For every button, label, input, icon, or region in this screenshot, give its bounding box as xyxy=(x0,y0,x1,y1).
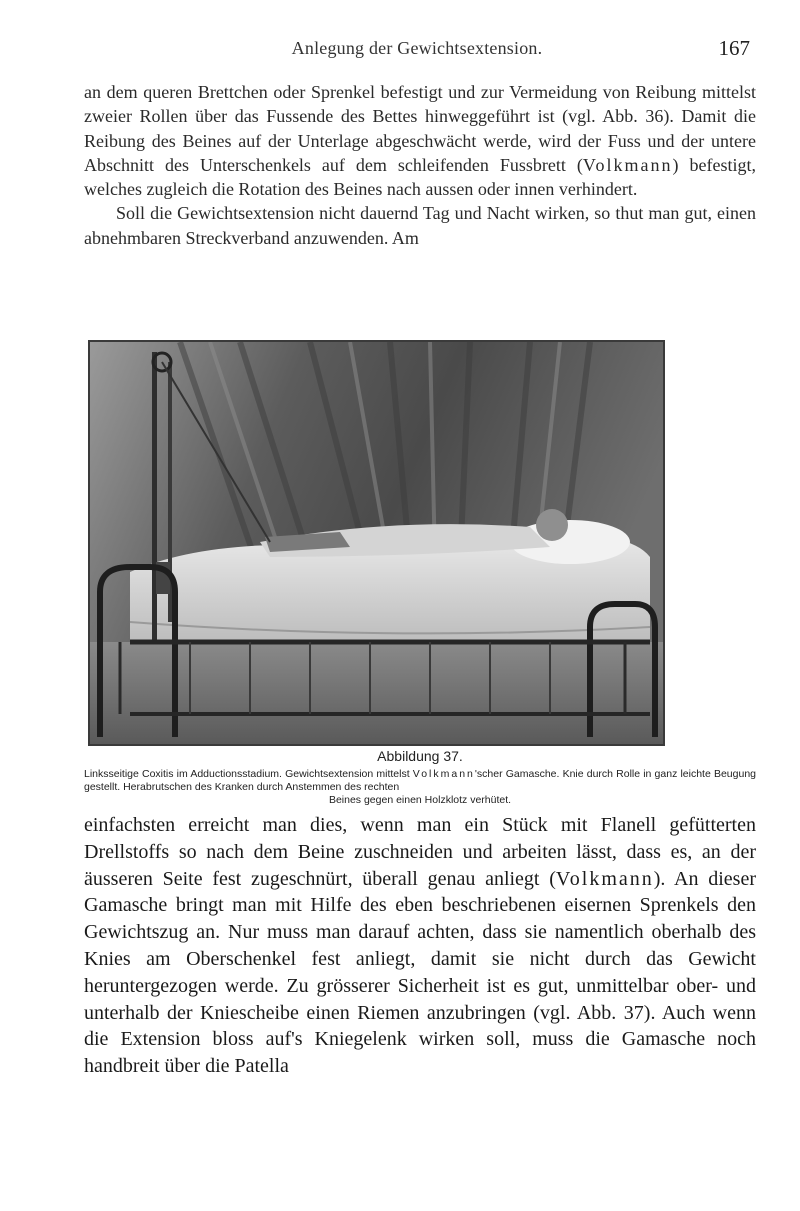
page-number: 167 xyxy=(718,36,750,60)
figure-label: Abbildung 37. xyxy=(377,748,463,764)
author-name: Volkmann xyxy=(555,867,654,890)
figure-caption: Linksseitige Coxitis im Adductionsstadium. Gewichtsextension mittelst Volkmann'scher Gamasche. Knie durch Rolle in ganz leichte Beugung gestellt. Herabrutschen des Kranken durch Anstemmen des rechten Beines gegen einen Holzklotz verhütet. xyxy=(84,768,757,806)
paragraph: einfachsten erreicht man dies, wenn man ein Stück mit Flanell gefütterten Drellstoffs so nach dem Beine zuschneiden und arbeiten lässt, dass es, an der äusseren Seite fest zugeschnürt, überall genau anliegt (Volkmann). An dieser Gamasche bringt man mit Hilfe des eben beschriebenen eisernen Sprenkels den Gewichtszug an. Nur muss man darauf achten, dass sie namentlich oberhalb des Knies am Oberschenkel fest anliegt, damit sie nicht durch das Gewicht heruntergezogen werde. Zu grösserer Sicherheit ist es gut, unmittelbar ober- und unterhalb der Kniescheibe einen Riemen anzubringen (vgl. Abb. 37). Auch wenn die Extension bloss auf's Kniegelenk wirken soll, muss die Gamasche noch handbreit über die Patella xyxy=(84,814,756,1078)
paragraph: Soll die Gewichtsextension nicht dauernd Tag und Nacht wirken, so thut man gut, einen abnehmbaren Streckverband anzuwenden. Am xyxy=(84,203,756,248)
body-text-top xyxy=(84,80,756,250)
author-name: Volkmann xyxy=(582,154,673,175)
running-title: Anlegung der Gewichtsextension. xyxy=(291,38,543,58)
body-text-bottom xyxy=(84,812,756,1080)
author-name: Volkmann xyxy=(412,768,475,780)
paragraph: an dem queren Brettchen oder Sprenkel befestigt und zur Vermeidung von Reibung mittelst zweier Rollen über das Fussende des Bettes hinweggeführt ist (vgl. Abb. 36). Damit die Reibung des Beines auf der Unterlage abgeschwächt werde, wird der Fuss und der untere Abschnitt des Unterschenkels auf dem schleifenden Fussbrett (Volkmann) befestigt, welches zugleich die Rotation des Beines nach aussen oder innen verhindert. xyxy=(84,82,756,200)
running-head xyxy=(84,38,750,62)
patient-in-bed-photo xyxy=(90,342,663,744)
figure-photograph xyxy=(88,340,665,746)
